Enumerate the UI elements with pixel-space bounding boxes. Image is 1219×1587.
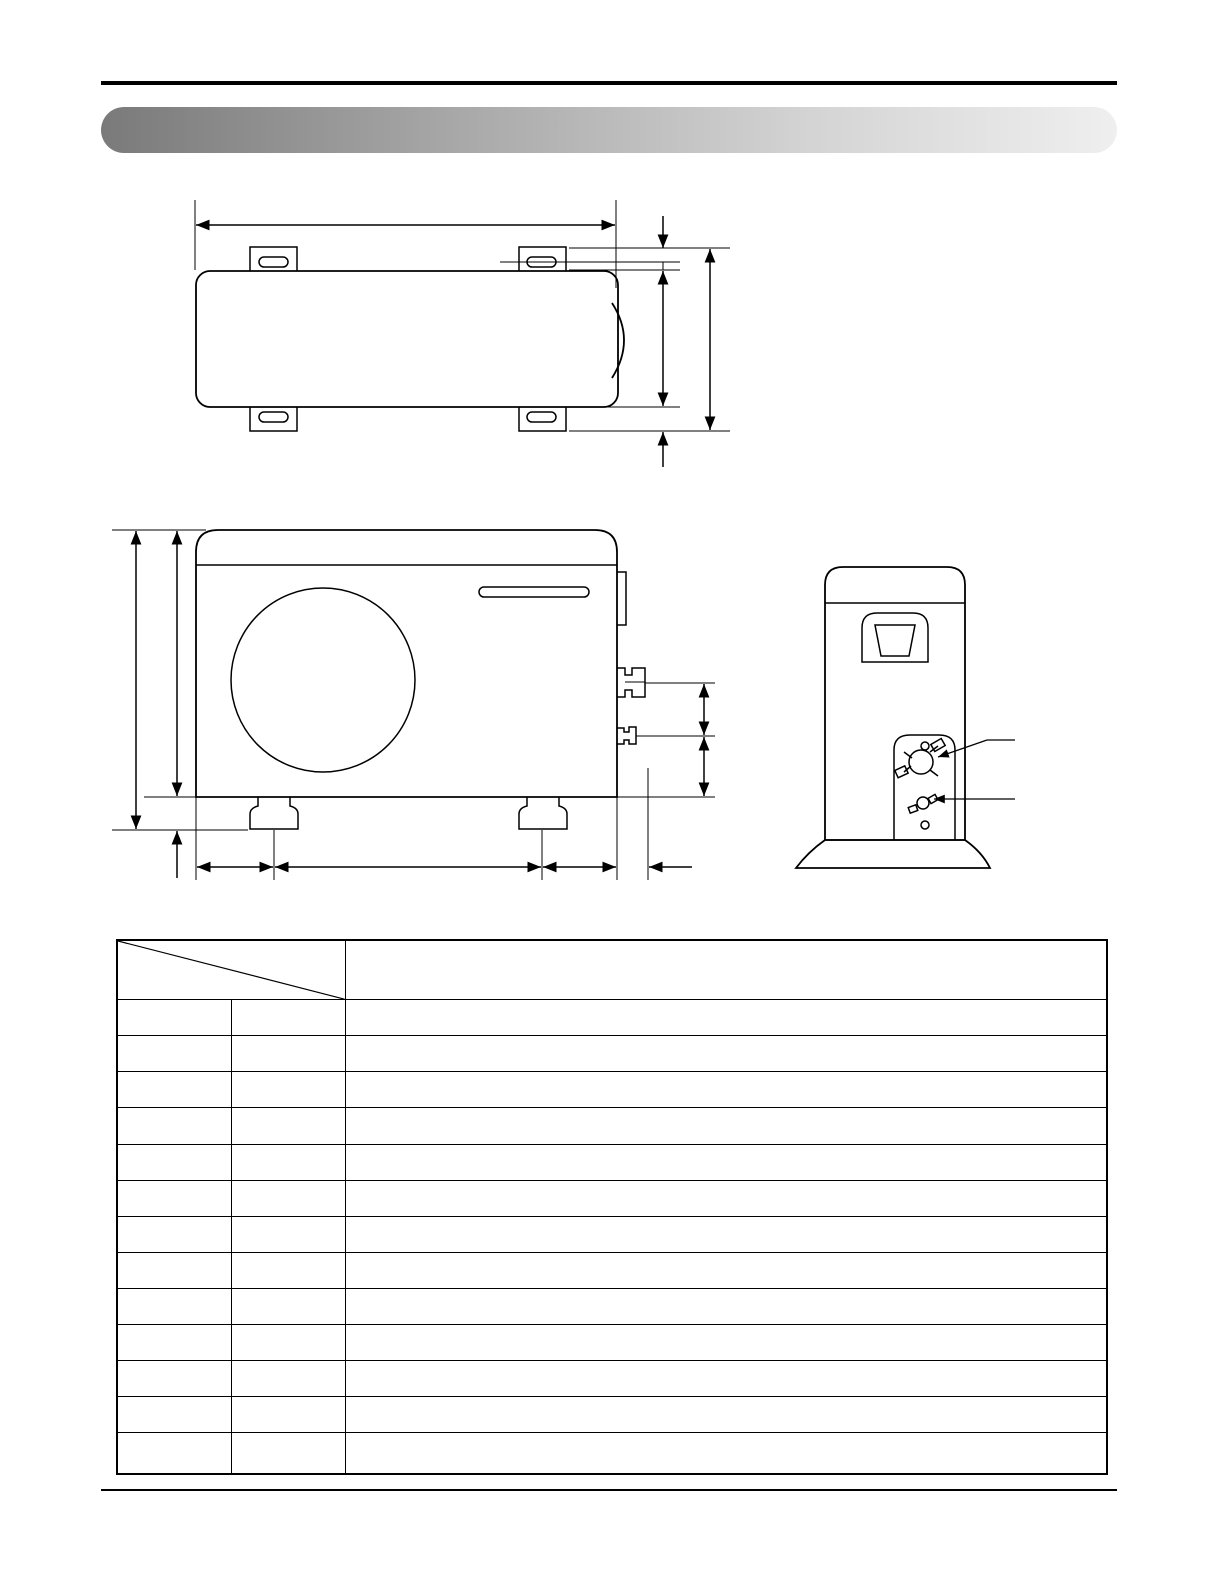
table-cell-sub [231,1325,345,1361]
table-cell-value [345,1252,1107,1288]
table-cell-dim [117,1325,231,1361]
table-row [117,1036,1107,1072]
top-view-body [196,271,618,407]
table-cell-value [345,1433,1107,1474]
front-service-valve-upper [617,668,645,697]
fan-grille [231,588,415,772]
mounting-bracket-top-left [250,247,297,271]
mounting-bracket-bottom-right [519,407,566,431]
table-cell-sub [231,1433,345,1474]
front-view [112,530,715,880]
table-cell-dim [117,1288,231,1324]
table-row [117,1216,1107,1252]
corner-diagonal [118,941,345,999]
table-cell-dim [117,1072,231,1108]
top-handle-slot [479,587,589,597]
table-row [117,1072,1107,1108]
side-service-valve-upper [895,739,945,778]
table-row [117,1252,1107,1288]
table-cell-dim [117,1108,231,1144]
table-row [117,1108,1107,1144]
table-cell-value [345,1072,1107,1108]
dimension-spec-table [116,939,1108,1475]
table-cell-value [345,1361,1107,1397]
table-row [117,1325,1107,1361]
table-cell-sub [231,1397,345,1433]
table-cell-dim [117,1216,231,1252]
table-cell-dim [117,1397,231,1433]
table-cell-value [345,1036,1107,1072]
table-cell-dim [117,1144,231,1180]
table-row [117,1361,1107,1397]
table-cell-value [345,1000,1107,1036]
bottom-rule [101,1489,1117,1491]
table-header-row [117,940,1107,1000]
front-view-body [196,530,617,797]
table-cell-sub [231,1108,345,1144]
table-corner-cell [117,940,345,1000]
table-cell-sub [231,1036,345,1072]
top-view [195,200,730,467]
table-cell-sub [231,1216,345,1252]
foot-left [250,797,298,829]
table-cell-value [345,1180,1107,1216]
table-cell-sub [231,1000,345,1036]
table-cell-dim [117,1000,231,1036]
table-cell-dim [117,1252,231,1288]
table-row [117,1433,1107,1474]
table-cell-value [345,1144,1107,1180]
front-service-valve-lower [617,727,636,744]
table-cell-dim [117,1036,231,1072]
table-cell-value [345,1325,1107,1361]
table-cell-value [345,1397,1107,1433]
table-cell-sub [231,1252,345,1288]
side-view [796,567,1015,868]
table-row [117,1180,1107,1216]
table-row [117,1144,1107,1180]
table-cell-sub [231,1288,345,1324]
foot-right [519,797,567,829]
table-cell-sub [231,1144,345,1180]
side-cover [617,572,626,625]
table-cell-sub [231,1072,345,1108]
table-cell-sub [231,1180,345,1216]
table-cell-value [345,1288,1107,1324]
table-cell-value [345,1216,1107,1252]
side-base [796,840,990,868]
side-service-valve-lower [908,794,938,813]
table-row [117,1397,1107,1433]
side-handle [862,613,928,662]
table-header-value [345,940,1107,1000]
table-cell-sub [231,1361,345,1397]
table-cell-value [345,1108,1107,1144]
table-cell-dim [117,1433,231,1474]
mounting-bracket-top-right [518,247,567,271]
table-row [117,1000,1107,1036]
table-cell-dim [117,1361,231,1397]
table-row [117,1288,1107,1324]
mounting-bracket-bottom-left [250,407,297,431]
table-cell-dim [117,1180,231,1216]
